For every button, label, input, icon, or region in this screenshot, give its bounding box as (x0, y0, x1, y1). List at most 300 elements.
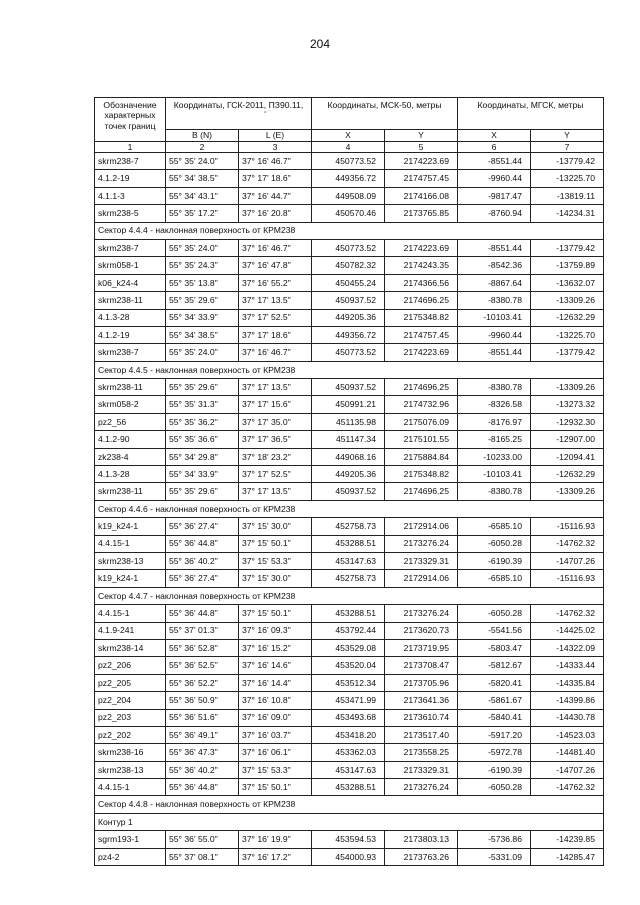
latitude-cell: 55° 37' 08.1" (166, 848, 239, 865)
section-title: Сектор 4.4.5 - наклонная поверхность от КРМ238 (95, 361, 604, 378)
table-row (95, 552, 604, 569)
table-row (95, 274, 604, 291)
longitude-cell: 37° 17' 13.5" (239, 292, 312, 309)
msk-y-cell: 2175348.82 (385, 309, 458, 326)
msk-x-cell: 454000.93 (312, 848, 385, 865)
mgsk-x-cell: -6190.39 (458, 761, 531, 778)
msk-x-cell: 450773.52 (312, 153, 385, 170)
mgsk-x-cell: -6050.28 (458, 779, 531, 796)
latitude-cell: 55° 36' 55.0" (166, 831, 239, 848)
mgsk-x-cell: -8542.36 (458, 257, 531, 274)
latitude-cell: 55° 35' 17.2" (166, 205, 239, 222)
latitude-cell: 55° 35' 13.8" (166, 274, 239, 291)
msk-y-cell: 2173276.24 (385, 535, 458, 552)
table-row (95, 831, 604, 848)
mgsk-x-cell: -8326.58 (458, 396, 531, 413)
table-row (95, 570, 604, 587)
msk-y-cell: 2173558.25 (385, 744, 458, 761)
mgsk-y-cell: -12932.30 (531, 413, 604, 430)
table-row (95, 448, 604, 465)
mgsk-y-cell: -13309.26 (531, 483, 604, 500)
point-id-cell: k06_k24-4 (95, 274, 166, 291)
msk-x-cell: 453493.68 (312, 709, 385, 726)
mgsk-x-cell: -5812.67 (458, 657, 531, 674)
msk-x-cell: 452758.73 (312, 518, 385, 535)
longitude-cell: 37° 15' 50.1" (239, 605, 312, 622)
point-id-cell: skrm238-16 (95, 744, 166, 761)
longitude-cell: 37° 17' 52.5" (239, 309, 312, 326)
longitude-cell: 37° 16' 46.7" (239, 344, 312, 361)
table-row (95, 605, 604, 622)
msk-y-cell: 2174243.35 (385, 257, 458, 274)
mgsk-y-cell: -14333.44 (531, 657, 604, 674)
table-row (95, 396, 604, 413)
mgsk-x-cell: -10103.41 (458, 466, 531, 483)
column-number: 1 (95, 142, 166, 153)
table-row (95, 170, 604, 187)
msk-y-cell: 2174696.25 (385, 483, 458, 500)
subheader-msk-y: Y (385, 130, 458, 142)
table-row (95, 431, 604, 448)
mgsk-x-cell: -5820.41 (458, 674, 531, 691)
msk-x-cell: 453147.63 (312, 552, 385, 569)
latitude-cell: 55° 35' 36.2" (166, 413, 239, 430)
msk-y-cell: 2175884.84 (385, 448, 458, 465)
mgsk-x-cell: -8165.25 (458, 431, 531, 448)
latitude-cell: 55° 34' 29.8" (166, 448, 239, 465)
mgsk-x-cell: -6585.10 (458, 570, 531, 587)
table-row (95, 257, 604, 274)
table-row (95, 761, 604, 778)
header-gsk-units: о ' " (264, 109, 271, 115)
longitude-cell: 37° 16' 15.2" (239, 639, 312, 656)
mgsk-x-cell: -8760.94 (458, 205, 531, 222)
longitude-cell: 37° 16' 19.9" (239, 831, 312, 848)
mgsk-y-cell: -14234.31 (531, 205, 604, 222)
mgsk-y-cell: -14762.32 (531, 779, 604, 796)
latitude-cell: 55° 34' 38.5" (166, 326, 239, 343)
msk-y-cell: 2175076.09 (385, 413, 458, 430)
point-id-cell: sgrm193-1 (95, 831, 166, 848)
column-number: 2 (166, 142, 239, 153)
mgsk-y-cell: -14285.47 (531, 848, 604, 865)
mgsk-x-cell: -6190.39 (458, 552, 531, 569)
table-row (95, 344, 604, 361)
table-row (95, 413, 604, 430)
mgsk-y-cell: -13225.70 (531, 170, 604, 187)
msk-x-cell: 451147.34 (312, 431, 385, 448)
point-id-cell: skrm238-11 (95, 483, 166, 500)
longitude-cell: 37° 17' 52.5" (239, 466, 312, 483)
table-row (95, 153, 604, 170)
latitude-cell: 55° 35' 31.3" (166, 396, 239, 413)
longitude-cell: 37° 16' 06.1" (239, 744, 312, 761)
msk-y-cell: 2173276.24 (385, 605, 458, 622)
table-row (95, 466, 604, 483)
mgsk-x-cell: -5541.56 (458, 622, 531, 639)
msk-x-cell: 453288.51 (312, 605, 385, 622)
mgsk-y-cell: -13309.26 (531, 379, 604, 396)
point-id-cell: 4.4.15-1 (95, 779, 166, 796)
point-id-cell: skrm238-5 (95, 205, 166, 222)
point-id-cell: 4.4.15-1 (95, 535, 166, 552)
section-title: Сектор 4.4.8 - наклонная поверхность от КРМ238 (95, 796, 604, 813)
longitude-cell: 37° 15' 30.0" (239, 570, 312, 587)
msk-y-cell: 2175101.55 (385, 431, 458, 448)
msk-x-cell: 450455.24 (312, 274, 385, 291)
section-row (95, 796, 604, 813)
latitude-cell: 55° 35' 29.6" (166, 379, 239, 396)
header-msk-coordinates: Координаты, МСК-50, метры (312, 98, 458, 130)
latitude-cell: 55° 36' 44.8" (166, 535, 239, 552)
latitude-cell: 55° 36' 52.8" (166, 639, 239, 656)
mgsk-y-cell: -13309.26 (531, 292, 604, 309)
mgsk-y-cell: -13225.70 (531, 326, 604, 343)
msk-y-cell: 2173803.13 (385, 831, 458, 848)
latitude-cell: 55° 36' 49.1" (166, 726, 239, 743)
point-id-cell: skrm238-11 (95, 379, 166, 396)
mgsk-y-cell: -14707.26 (531, 761, 604, 778)
subheader-l-e: L (E) (239, 130, 312, 142)
msk-y-cell: 2173276.24 (385, 779, 458, 796)
mgsk-x-cell: -8867.64 (458, 274, 531, 291)
mgsk-y-cell: -14762.32 (531, 535, 604, 552)
longitude-cell: 37° 16' 17.2" (239, 848, 312, 865)
msk-x-cell: 450991.21 (312, 396, 385, 413)
msk-x-cell: 449205.36 (312, 466, 385, 483)
table-row (95, 187, 604, 204)
msk-y-cell: 2173329.31 (385, 552, 458, 569)
point-id-cell: k19_k24-1 (95, 570, 166, 587)
longitude-cell: 37° 16' 14.4" (239, 674, 312, 691)
mgsk-x-cell: -5917.20 (458, 726, 531, 743)
longitude-cell: 37° 15' 50.1" (239, 535, 312, 552)
longitude-cell: 37° 16' 10.8" (239, 692, 312, 709)
latitude-cell: 55° 35' 24.0" (166, 153, 239, 170)
table-row (95, 309, 604, 326)
longitude-cell: 37° 17' 13.5" (239, 379, 312, 396)
table-row (95, 674, 604, 691)
mgsk-y-cell: -14239.85 (531, 831, 604, 848)
mgsk-y-cell: -14399.86 (531, 692, 604, 709)
point-id-cell: pz2_204 (95, 692, 166, 709)
latitude-cell: 55° 35' 36.6" (166, 431, 239, 448)
longitude-cell: 37° 15' 30.0" (239, 518, 312, 535)
longitude-cell: 37° 16' 46.7" (239, 239, 312, 256)
longitude-cell: 37° 16' 09.0" (239, 709, 312, 726)
msk-y-cell: 2173708.47 (385, 657, 458, 674)
section-title: Сектор 4.4.6 - наклонная поверхность от КРМ238 (95, 500, 604, 517)
msk-y-cell: 2173620.73 (385, 622, 458, 639)
point-id-cell: skrm238-7 (95, 239, 166, 256)
subheader-b-n: B (N) (166, 130, 239, 142)
latitude-cell: 55° 34' 43.1" (166, 187, 239, 204)
msk-x-cell: 450782.32 (312, 257, 385, 274)
mgsk-y-cell: -14425.02 (531, 622, 604, 639)
table-row (95, 639, 604, 656)
section-row (95, 222, 604, 239)
latitude-cell: 55° 36' 52.5" (166, 657, 239, 674)
msk-y-cell: 2173329.31 (385, 761, 458, 778)
msk-y-cell: 2174223.69 (385, 344, 458, 361)
mgsk-x-cell: -6050.28 (458, 535, 531, 552)
point-id-cell: 4.1.2-19 (95, 170, 166, 187)
mgsk-x-cell: -5331.09 (458, 848, 531, 865)
table-row (95, 726, 604, 743)
mgsk-x-cell: -6585.10 (458, 518, 531, 535)
mgsk-y-cell: -15116.93 (531, 570, 604, 587)
latitude-cell: 55° 36' 44.8" (166, 779, 239, 796)
mgsk-x-cell: -6050.28 (458, 605, 531, 622)
mgsk-x-cell: -10103.41 (458, 309, 531, 326)
header-mgsk-coordinates: Координаты, МГСК, метры (458, 98, 604, 130)
table-row (95, 518, 604, 535)
msk-y-cell: 2173610.74 (385, 709, 458, 726)
point-id-cell: 4.1.9-241 (95, 622, 166, 639)
msk-x-cell: 449356.72 (312, 170, 385, 187)
mgsk-x-cell: -9817.47 (458, 187, 531, 204)
point-id-cell: 4.1.2-19 (95, 326, 166, 343)
mgsk-x-cell: -5840.41 (458, 709, 531, 726)
msk-y-cell: 2174696.25 (385, 379, 458, 396)
longitude-cell: 37° 17' 13.5" (239, 483, 312, 500)
longitude-cell: 37° 17' 15.6" (239, 396, 312, 413)
longitude-cell: 37° 16' 03.7" (239, 726, 312, 743)
point-id-cell: skrm238-7 (95, 153, 166, 170)
table-row (95, 622, 604, 639)
section-row (95, 500, 604, 517)
mgsk-x-cell: -10233.00 (458, 448, 531, 465)
point-id-cell: skrm058-1 (95, 257, 166, 274)
msk-y-cell: 2175348.82 (385, 466, 458, 483)
longitude-cell: 37° 15' 53.3" (239, 761, 312, 778)
msk-y-cell: 2172914.06 (385, 570, 458, 587)
msk-x-cell: 450773.52 (312, 239, 385, 256)
mgsk-y-cell: -13632.07 (531, 274, 604, 291)
longitude-cell: 37° 16' 46.7" (239, 153, 312, 170)
longitude-cell: 37° 16' 47.8" (239, 257, 312, 274)
point-id-cell: zk238-4 (95, 448, 166, 465)
mgsk-x-cell: -5736.86 (458, 831, 531, 848)
mgsk-x-cell: -5972.78 (458, 744, 531, 761)
latitude-cell: 55° 34' 33.9" (166, 466, 239, 483)
msk-x-cell: 450937.52 (312, 379, 385, 396)
msk-y-cell: 2174223.69 (385, 153, 458, 170)
msk-y-cell: 2174696.25 (385, 292, 458, 309)
longitude-cell: 37° 17' 18.6" (239, 326, 312, 343)
msk-x-cell: 453529.08 (312, 639, 385, 656)
latitude-cell: 55° 35' 29.6" (166, 292, 239, 309)
mgsk-y-cell: -14322.09 (531, 639, 604, 656)
mgsk-y-cell: -14430.78 (531, 709, 604, 726)
longitude-cell: 37° 16' 55.2" (239, 274, 312, 291)
msk-x-cell: 450937.52 (312, 483, 385, 500)
msk-x-cell: 451135.98 (312, 413, 385, 430)
mgsk-y-cell: -13273.32 (531, 396, 604, 413)
point-id-cell: skrm238-7 (95, 344, 166, 361)
msk-x-cell: 452758.73 (312, 570, 385, 587)
table-row (95, 326, 604, 343)
column-number: 5 (385, 142, 458, 153)
mgsk-x-cell: -8176.97 (458, 413, 531, 430)
msk-y-cell: 2173705.96 (385, 674, 458, 691)
longitude-cell: 37° 15' 50.1" (239, 779, 312, 796)
msk-x-cell: 453418.20 (312, 726, 385, 743)
mgsk-x-cell: -9960.44 (458, 326, 531, 343)
latitude-cell: 55° 36' 52.2" (166, 674, 239, 691)
mgsk-y-cell: -12907.00 (531, 431, 604, 448)
table-row (95, 744, 604, 761)
mgsk-y-cell: -15116.93 (531, 518, 604, 535)
latitude-cell: 55° 37' 01.3" (166, 622, 239, 639)
mgsk-x-cell: -8380.78 (458, 292, 531, 309)
point-id-cell: pz2_203 (95, 709, 166, 726)
msk-y-cell: 2173765.85 (385, 205, 458, 222)
point-id-cell: skrm238-13 (95, 552, 166, 569)
subheader-mgsk-y: Y (531, 130, 604, 142)
msk-x-cell: 453147.63 (312, 761, 385, 778)
latitude-cell: 55° 36' 40.2" (166, 761, 239, 778)
subheader-mgsk-x: X (458, 130, 531, 142)
mgsk-y-cell: -14707.26 (531, 552, 604, 569)
point-id-cell: skrm238-11 (95, 292, 166, 309)
point-id-cell: skrm238-13 (95, 761, 166, 778)
table-row (95, 205, 604, 222)
mgsk-y-cell: -13779.42 (531, 344, 604, 361)
longitude-cell: 37° 16' 14.6" (239, 657, 312, 674)
msk-x-cell: 449508.09 (312, 187, 385, 204)
longitude-cell: 37° 16' 09.3" (239, 622, 312, 639)
msk-x-cell: 453512.34 (312, 674, 385, 691)
mgsk-x-cell: -8551.44 (458, 153, 531, 170)
mgsk-y-cell: -13819.11 (531, 187, 604, 204)
latitude-cell: 55° 35' 24.0" (166, 239, 239, 256)
point-id-cell: pz4-2 (95, 848, 166, 865)
msk-y-cell: 2173517.40 (385, 726, 458, 743)
point-id-cell: pz2_205 (95, 674, 166, 691)
mgsk-y-cell: -13759.89 (531, 257, 604, 274)
point-id-cell: pz2_202 (95, 726, 166, 743)
longitude-cell: 37° 16' 20.8" (239, 205, 312, 222)
msk-x-cell: 453362.03 (312, 744, 385, 761)
column-number: 4 (312, 142, 385, 153)
column-number: 3 (239, 142, 312, 153)
mgsk-y-cell: -12094.41 (531, 448, 604, 465)
table-row (95, 239, 604, 256)
latitude-cell: 55° 36' 50.9" (166, 692, 239, 709)
point-id-cell: skrm058-2 (95, 396, 166, 413)
msk-x-cell: 453288.51 (312, 535, 385, 552)
latitude-cell: 55° 35' 24.3" (166, 257, 239, 274)
section-row (95, 361, 604, 378)
msk-x-cell: 450937.52 (312, 292, 385, 309)
msk-y-cell: 2172914.06 (385, 518, 458, 535)
latitude-cell: 55° 36' 44.8" (166, 605, 239, 622)
msk-y-cell: 2174732.96 (385, 396, 458, 413)
latitude-cell: 55° 34' 38.5" (166, 170, 239, 187)
msk-y-cell: 2174757.45 (385, 170, 458, 187)
table-row (95, 379, 604, 396)
msk-x-cell: 453594.53 (312, 831, 385, 848)
mgsk-y-cell: -12632.29 (531, 466, 604, 483)
msk-x-cell: 453792.44 (312, 622, 385, 639)
msk-x-cell: 453520.04 (312, 657, 385, 674)
msk-x-cell: 449205.36 (312, 309, 385, 326)
longitude-cell: 37° 17' 18.6" (239, 170, 312, 187)
msk-x-cell: 453471.99 (312, 692, 385, 709)
mgsk-x-cell: -5861.67 (458, 692, 531, 709)
msk-x-cell: 450773.52 (312, 344, 385, 361)
section-title: Контур 1 (95, 813, 604, 830)
header-point-designation: Обозначение характерных точек границ (95, 98, 166, 142)
mgsk-y-cell: -14481.40 (531, 744, 604, 761)
latitude-cell: 55° 35' 24.0" (166, 344, 239, 361)
msk-x-cell: 453288.51 (312, 779, 385, 796)
point-id-cell: 4.1.2-90 (95, 431, 166, 448)
section-title: Сектор 4.4.7 - наклонная поверхность от КРМ238 (95, 587, 604, 604)
longitude-cell: 37° 17' 35.0" (239, 413, 312, 430)
mgsk-x-cell: -9960.44 (458, 170, 531, 187)
column-number: 6 (458, 142, 531, 153)
page-number: 204 (309, 37, 331, 51)
table-row (95, 657, 604, 674)
latitude-cell: 55° 36' 51.6" (166, 709, 239, 726)
section-title: Сектор 4.4.4 - наклонная поверхность от КРМ238 (95, 222, 604, 239)
msk-y-cell: 2174757.45 (385, 326, 458, 343)
latitude-cell: 55° 36' 27.4" (166, 570, 239, 587)
latitude-cell: 55° 36' 47.3" (166, 744, 239, 761)
latitude-cell: 55° 35' 29.6" (166, 483, 239, 500)
longitude-cell: 37° 17' 36.5" (239, 431, 312, 448)
table-row (95, 848, 604, 865)
latitude-cell: 55° 36' 40.2" (166, 552, 239, 569)
table-row (95, 483, 604, 500)
table-body (95, 153, 604, 866)
mgsk-y-cell: -13779.42 (531, 153, 604, 170)
mgsk-y-cell: -14523.03 (531, 726, 604, 743)
longitude-cell: 37° 18' 23.2" (239, 448, 312, 465)
section-row (95, 813, 604, 830)
point-id-cell: 4.4.15-1 (95, 605, 166, 622)
latitude-cell: 55° 34' 33.9" (166, 309, 239, 326)
point-id-cell: 4.1.3-28 (95, 309, 166, 326)
subheader-msk-x: X (312, 130, 385, 142)
table-row (95, 692, 604, 709)
table-row (95, 292, 604, 309)
coordinates-table (94, 97, 604, 866)
mgsk-x-cell: -5803.47 (458, 639, 531, 656)
column-number: 7 (531, 142, 604, 153)
longitude-cell: 37° 16' 44.7" (239, 187, 312, 204)
msk-y-cell: 2173641.36 (385, 692, 458, 709)
mgsk-x-cell: -8551.44 (458, 344, 531, 361)
point-id-cell: k19_k24-1 (95, 518, 166, 535)
point-id-cell: 4.1.3-28 (95, 466, 166, 483)
point-id-cell: pz2_206 (95, 657, 166, 674)
msk-y-cell: 2173763.26 (385, 848, 458, 865)
latitude-cell: 55° 36' 27.4" (166, 518, 239, 535)
msk-y-cell: 2173719.95 (385, 639, 458, 656)
mgsk-y-cell: -13779.42 (531, 239, 604, 256)
msk-x-cell: 449356.72 (312, 326, 385, 343)
table-row (95, 779, 604, 796)
msk-y-cell: 2174223.69 (385, 239, 458, 256)
mgsk-x-cell: -8380.78 (458, 483, 531, 500)
table-row (95, 709, 604, 726)
point-id-cell: 4.1.1-3 (95, 187, 166, 204)
mgsk-x-cell: -8551.44 (458, 239, 531, 256)
mgsk-y-cell: -12632.29 (531, 309, 604, 326)
